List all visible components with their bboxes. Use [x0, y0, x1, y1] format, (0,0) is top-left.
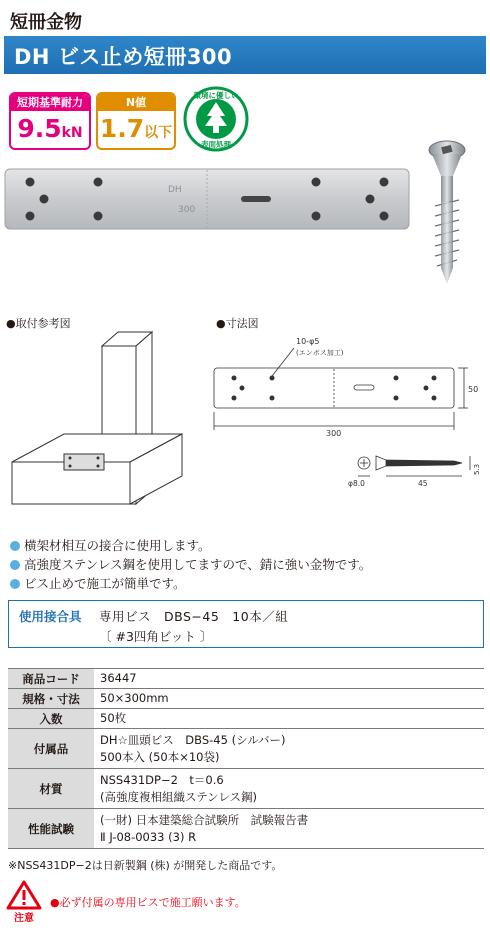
table-row [8, 769, 484, 809]
feature-list [10, 536, 371, 593]
plate-stamp-line1: DH [168, 185, 182, 195]
spec-value: (一財) 日本建築総合試験所 試験報告書 Ⅱ J-08-0033 (3) R [94, 809, 484, 849]
spec-table [8, 668, 484, 849]
strength-badge-value: 9.5kN [17, 114, 83, 143]
height-dimension: 50 [468, 385, 479, 394]
eco-line1: 環境に優しい [193, 91, 239, 100]
spec-value: NSS431DP−2 t＝0.6 (高強度複相組織ステンレス鋼) [94, 769, 484, 809]
spec-key: 入数 [8, 709, 94, 729]
dimension-diagram-label: ●寸法図 [216, 317, 259, 330]
caution-warning-icon [6, 880, 42, 924]
strength-badge [9, 92, 91, 150]
n-value-badge [96, 92, 176, 150]
width-dimension: 300 [326, 429, 342, 438]
table-row [8, 689, 484, 709]
n-value-badge-label: N値 [98, 94, 174, 111]
spec-value: DH☆皿頭ビス DBS-45 (シルバー) 500本入 (50本×10袋) [94, 729, 484, 769]
dimension-diagram [206, 330, 486, 500]
feature-item: ビス止めで施工が簡単です。 [10, 574, 371, 593]
caution-label: 注意 [14, 913, 34, 924]
caution-text: ●必ず付属の専用ビスで施工願います。 [50, 896, 246, 909]
install-diagram-label: ●取付参考図 [6, 317, 71, 330]
fastener-value: 専用ビス DBS−45 10本／組 [99, 609, 289, 624]
emboss-label: (エンボス加工) [296, 349, 344, 357]
screw-diameter: 5.3 [473, 463, 481, 475]
feature-item: 横架材相互の接合に使用します。 [10, 536, 371, 555]
fastener-label: 使用接合具 [19, 609, 82, 624]
fastener-bit: 〔 #3四角ビット 〕 [99, 629, 213, 644]
spec-value: 50枚 [94, 709, 484, 729]
spec-value: 50×300mm [94, 689, 484, 709]
screw-photo [422, 138, 480, 288]
strap-plate-photo [4, 168, 410, 230]
eco-surface-treatment-icon [183, 86, 249, 152]
fastener-box [8, 600, 484, 648]
spec-key: 性能試験 [8, 809, 94, 849]
install-reference-diagram [4, 330, 202, 520]
table-row [8, 809, 484, 849]
strength-badge-label: 短期基準耐力 [11, 94, 89, 111]
spec-key: 商品コード [8, 669, 94, 689]
spec-value: 36447 [94, 669, 484, 689]
table-row [8, 709, 484, 729]
table-row [8, 669, 484, 689]
category-label: 短冊金物 [10, 12, 82, 33]
spec-key: 規格・寸法 [8, 689, 94, 709]
hole-count-label: 10-φ5 [296, 337, 320, 346]
spec-key: 付属品 [8, 729, 94, 769]
n-value-badge-value: 1.7以下 [99, 114, 173, 143]
table-row [8, 729, 484, 769]
head-diameter: φ8.0 [348, 479, 365, 488]
screw-length: 45 [418, 479, 428, 488]
plate-stamp-line2: 300 [178, 205, 196, 215]
product-title-bar: DH ビス止め短冊300 [4, 36, 486, 74]
eco-line2: 表面処理 [201, 140, 231, 149]
spec-key: 材質 [8, 769, 94, 809]
material-footnote: ※NSS431DP−2は日新製鋼 (株) が開発した商品です。 [8, 859, 283, 872]
feature-item: 高強度ステンレス鋼を使用してますので、錆に強い金物です。 [10, 555, 371, 574]
